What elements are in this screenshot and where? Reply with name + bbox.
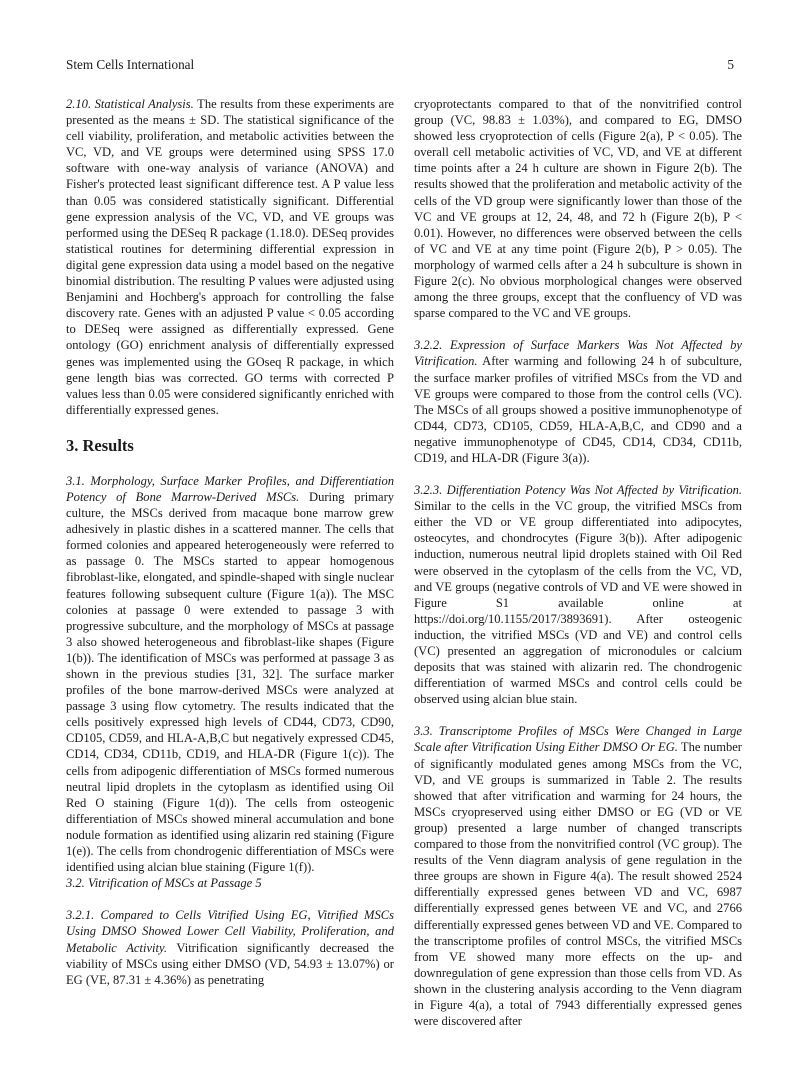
section-3-2-2-body: After warming and following 24 h of subculture, the surface marker profiles of vitrified MSCs from the VD and VE groups were compared to those from the control cells (VC). The MSCs of all groups showed a positive immunophenotype of CD44, CD73, CD105, CD59, HLA-A,B,C, and CD90 and a negative immunophenotype of CD45, CD14, CD34, CD11b, CD19, and HLA-DR (Figure 3(a)). <box>414 354 742 465</box>
right-column <box>414 96 742 1029</box>
paragraph-3-2-2 <box>414 337 742 466</box>
paragraph-3-3 <box>414 723 742 1029</box>
page-number: 5 <box>727 57 734 72</box>
paragraph-3-2-1 <box>66 907 394 987</box>
section-3-2-3-body: Similar to the cells in the VC group, the vitrified MSCs from either the VD or VE group differentiated into adipocytes, osteocytes, and chondrocytes (Figure 3(b)). After adipogenic induction, numerous neutral lipid droplets stained with Oil Red were observed in the cytoplasm of the cells from the VC, VD, and VE groups (negative controls of VD and VE were showed in Figure S1 available online at https://doi.org/10.1155/2017/3893691). After osteogenic induction, the vitrified MSCs (VD and VE) and control cells (VC) presented an aggregation of micronodules or calcium deposits that was stained with alizarin red. The chondrogenic differentiation of warmed MSCs and control cells could be observed using alcian blue stain. <box>414 499 742 707</box>
section-2-10-heading: 2.10. Statistical Analysis. <box>66 97 194 111</box>
section-3-3-body: The number of significantly modulated genes among MSCs from the VC, VD, and VE groups is summarized in Table 2. The results showed that after vitrification and warming for 24 hours, the MSCs cryopreserved using either DMSO or EG (VD or VE group) presented a large number of changed transcripts compared to those from the nonvitrified control (VC group). The results of the Venn diagram analysis of gene regulation in the three groups are shown in Figure 4(a). The result showed 2524 differentially expressed genes between VD and VC, 6987 differentially expressed genes between VE and VC, and 2766 differentially expressed genes between VD and VE. Compared to the transcriptome profiles of control MSCs, the vitrified MSCs from VE showed many more effects on the up- and downregulation of gene expression than those cells from VD. As shown in the clustering analysis according to the Venn diagram in Figure 4(a), a total of 7943 differentially expressed genes were discovered after <box>414 740 742 1029</box>
section-3-2-heading: 3.2. Vitrification of MSCs at Passage 5 <box>66 876 262 891</box>
section-3-1-heading: 3.1. Morphology, Surface Marker Profiles, and Differentiation Potency of Bone Marrow-Derived MSCs. <box>66 473 394 504</box>
journal-name: Stem Cells International <box>66 57 195 72</box>
results-heading: 3. Results <box>66 435 134 455</box>
paragraph-3-2-1-continued: cryoprotectants compared to that of the nonvitrified control group (VC, 98.83 ± 1.03%), and compared to EG, DMSO showed less cryoprotection of cells (Figure 2(a), P < 0.05). The overall cell metabolic activities of VC, VD, and VE at different time points after a 24 h culture are shown in Figure 2(b). The results showed that the proliferation and metabolic activity of the cells of the VD group were significantly lower than those of the VC and VE groups at 12, 24, 48, and 72 h (Figure 2(b), P < 0.01). However, no differences were observed between the cells of VC and VE at any time point (Figure 2(b), P > 0.05). The morphology of warmed cells after a 24 h subculture is shown in Figure 2(c). No obvious morphological changes were observed among the three groups, except that the confluency of VD was sparse compared to the VC and VE groups. <box>414 97 742 321</box>
left-column <box>66 96 394 988</box>
paragraph-2-10 <box>66 96 394 418</box>
section-3-3-heading: 3.3. Transcriptome Profiles of MSCs Were Changed in Large Scale after Vitrification Using Either DMSO Or EG. <box>414 724 742 755</box>
section-3-2-3-heading: 3.2.3. Differentiation Potency Was Not Affected by Vitrification. <box>414 483 742 498</box>
section-3-2-2-heading: 3.2.2. Expression of Surface Markers Was Not Affected by Vitrification. <box>414 338 742 369</box>
section-2-10-body: The results from these experiments are presented as the means ± SD. The statistical significance of the cell viability, proliferation, and metabolic activities between the VC, VD, and VE groups were determined using SPSS 17.0 software with one-way analysis of variance (ANOVA) and Fisher's protected least significant difference test. A P value less than 0.05 was considered statistically significant. Differential gene expression analysis of the VC, VD, and VE groups was performed using the DESeq R package (1.18.0). DESeq provides statistical routines for determining differential expression in digital gene expression data using a model based on the negative binomial distribution. The resulting P values were adjusted using Benjamini and Hochberg's approach for controlling the false discovery rate. Genes with an adjusted P value < 0.05 according to DESeq were assigned as differentially expressed. Gene ontology (GO) enrichment analysis of differentially expressed genes was implemented using the GOseq R package, in which gene length bias was corrected. GO terms with corrected P values less than 0.05 were considered significantly enriched with differentially expressed genes. <box>66 97 394 417</box>
paragraph-3-2-3 <box>414 482 742 707</box>
section-3-1-body: During primary culture, the MSCs derived from macaque bone marrow grew adhesively in plastic dishes in a scattered manner. The cells that formed colonies and appeared heterogeneously were referred to as passage 0. The MSCs started to appear homogenous fibroblast-like, elongated, and spindle-shaped with single nuclear features following subsequent culture (Figure 1(a)). The MSC colonies at passage 0 were extended to passage 3 with progressive subculture, and the morphology of MSCs at passage 3 also showed heterogeneous and fibroblast-like shapes (Figure 1(b)). The identification of MSCs was performed at passage 3 as shown in the previous studies [31, 32]. The surface marker profiles of the bone marrow-derived MSCs were analyzed at passage 3 using flow cytometry. The results indicated that the cells positively expressed high levels of CD44, CD73, CD90, CD105, CD59, and HLA-A,B,C but negatively expressed CD45, CD14, CD34, CD11b, CD19, and HLA-DR (Figure 1(c)). The cells from adipogenic differentiation of MSCs formed numerous neutral lipid droplets in the cytoplasm as identified using Oil Red O staining (Figure 1(d)). The cells from osteogenic differentiation of MSCs showed mineral accumulation and bone nodule formation as identified using alizarin red staining (Figure 1(e)). The cells from chondrogenic differentiation of MSCs were identified using alcian blue staining (Figure 1(f)). <box>66 489 395 875</box>
paragraph-3-1 <box>66 473 394 875</box>
section-3-2-1-body: Vitrification significantly decreased the viability of MSCs using either DMSO (VD, 54.93 ± 13.07%) or EG (VE, 87.31 ± 4.36%) as penetrating <box>66 940 394 987</box>
section-3-2-1-heading: 3.2.1. Compared to Cells Vitrified Using EG, Vitrified MSCs Using DMSO Showed Lower Cell Viability, Proliferation, and Metabolic Activity. <box>66 908 394 955</box>
